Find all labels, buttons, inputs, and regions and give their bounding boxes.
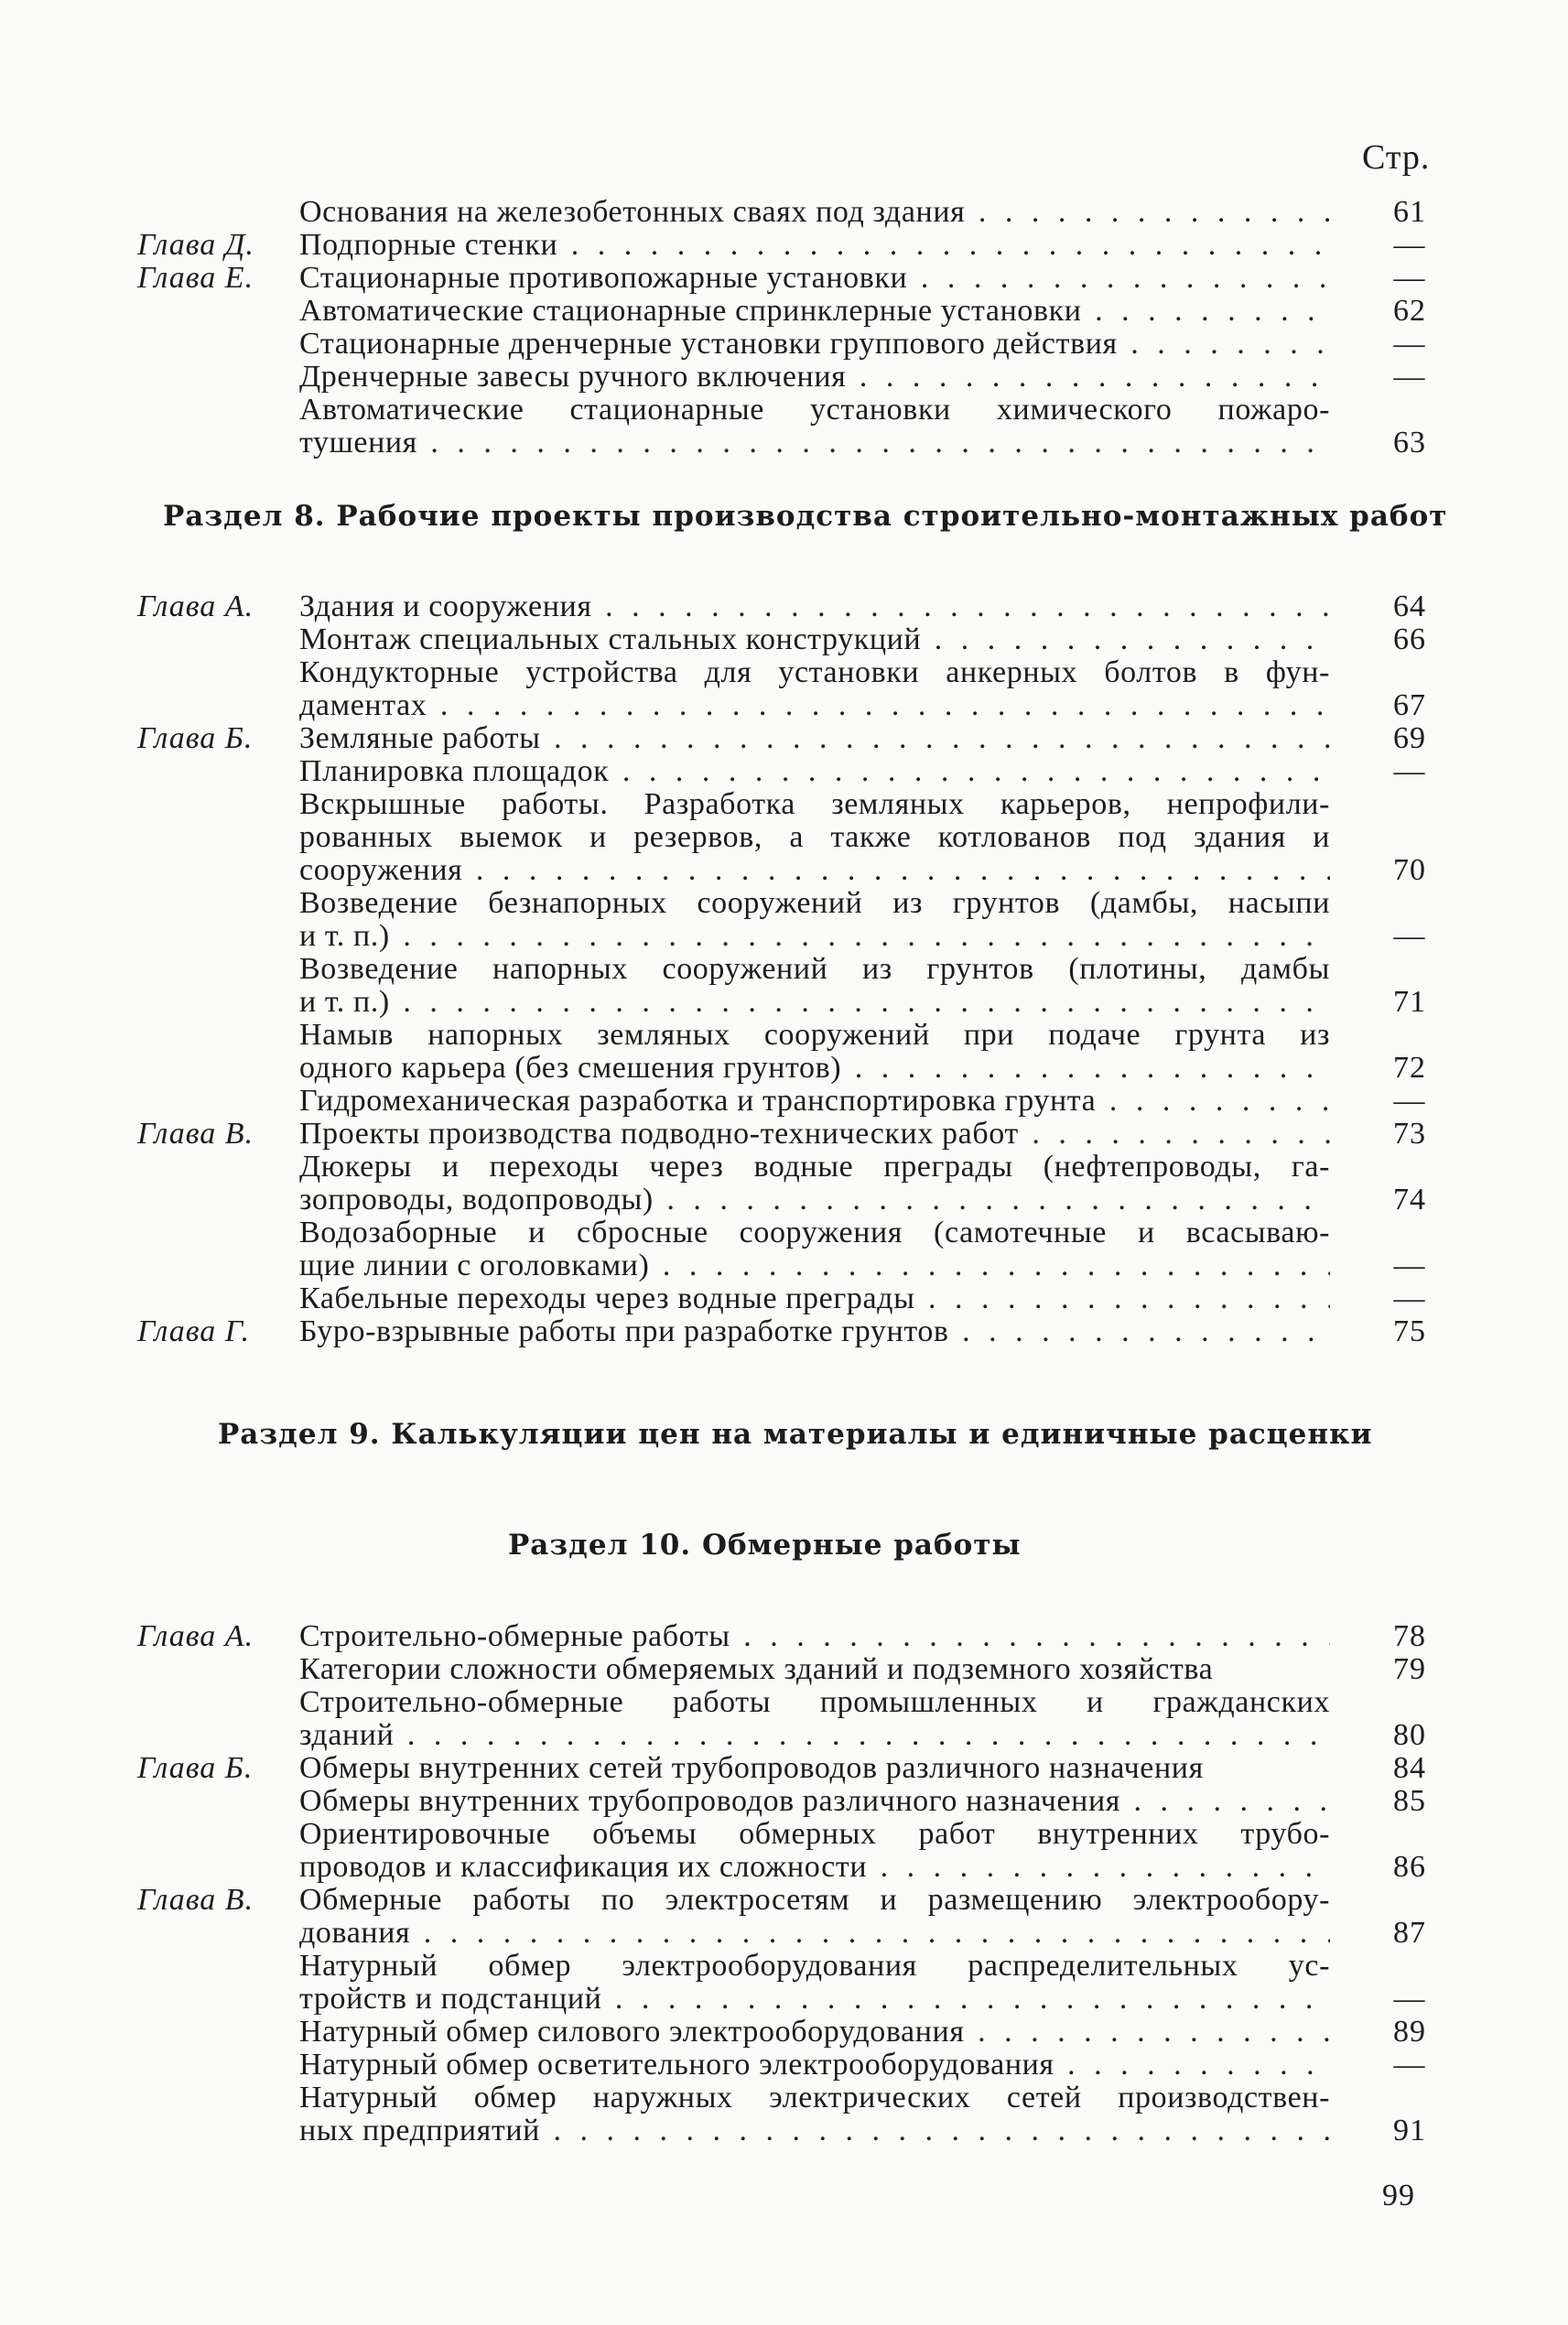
page-ref: 61 [1393, 195, 1426, 229]
toc-entry [0, 1950, 1568, 1983]
entry-text: Строительно-обмерные работы промышленных и гражданских [299, 1686, 1330, 1719]
toc-entry [0, 1983, 1568, 2016]
page-ref: 86 [1393, 1850, 1426, 1884]
toc-entry [0, 1620, 1568, 1653]
entry-text: и т. п.) . . . [299, 986, 1330, 1019]
entry-text: Автоматические стационарные установки химического пожаро- [299, 394, 1330, 427]
chapter-label: Глава Г. [137, 1314, 251, 1348]
page-ref: 85 [1393, 1784, 1426, 1818]
page-ref: 71 [1393, 985, 1426, 1019]
entry-text: Вскрышные работы. Разработка земляных карьеров, непрофили- [299, 788, 1330, 821]
page-ref: — [1393, 1281, 1426, 1315]
page-ref: — [1393, 1982, 1426, 2016]
toc-entry [0, 1884, 1568, 1917]
entry-text: Категории сложности обмеряемых зданий и подземного хозяйства [299, 1653, 1214, 1686]
entry-text: Натурный обмер электрооборудования распределительных ус- [299, 1950, 1330, 1983]
entry-text: Кабельные переходы через водные преграды . . . [299, 1282, 1330, 1315]
page-column-header: Стр. [1362, 138, 1431, 177]
section-8-title: Раздел 8. Рабочие проекты производства строительно-монтажных работ [163, 500, 1448, 533]
entry-text: зданий . . . [299, 1719, 1330, 1752]
entry-text: Возведение безнапорных сооружений из грунтов (дамбы, насыпи [299, 887, 1330, 920]
toc-entry [0, 2049, 1568, 2082]
page-ref: — [1393, 754, 1426, 788]
entry-text: Стационарные дренчерные установки группового действия . . . [299, 328, 1330, 361]
entry-text: Основания на железобетонных сваях под здания . . . [299, 196, 1330, 229]
page-ref: 64 [1393, 589, 1426, 623]
toc-entry [0, 1085, 1568, 1118]
toc-entry [0, 1917, 1568, 1950]
chapter-label: Глава Е. [137, 261, 254, 295]
toc-entry [0, 1315, 1568, 1348]
toc-entry [0, 656, 1568, 689]
toc-block-3 [0, 1620, 1568, 2147]
chapter-label: Глава Б. [137, 721, 254, 755]
page-ref: — [1393, 228, 1426, 262]
toc-entry [0, 590, 1568, 623]
toc-entry [0, 920, 1568, 953]
entry-text: Натурный обмер силового электрооборудования . . . [299, 2016, 1330, 2049]
entry-text: дования . . . [299, 1917, 1330, 1950]
entry-text: рованных выемок и резервов, а также котлованов под здания и [299, 821, 1330, 854]
toc-entry [0, 427, 1568, 460]
toc-entry [0, 689, 1568, 722]
chapter-label: Глава Д. [137, 228, 254, 262]
toc-entry [0, 1282, 1568, 1315]
toc-entry [0, 394, 1568, 427]
page-ref: 73 [1393, 1117, 1426, 1151]
entry-text: тройств и подстанций . . . [299, 1983, 1330, 2016]
toc-entry [0, 196, 1568, 229]
page-ref: 84 [1393, 1751, 1426, 1785]
entry-text: зопроводы, водопроводы) . . . [299, 1184, 1330, 1217]
toc-entry [0, 2114, 1568, 2147]
page-ref: — [1393, 919, 1426, 953]
page-ref: 89 [1393, 2015, 1426, 2049]
entry-text: Намыв напорных земляных сооружений при подаче грунта из [299, 1019, 1330, 1052]
entry-text: ных предприятий . . . [299, 2114, 1330, 2147]
entry-text: Обмерные работы по электросетям и размещению электрообору- [299, 1884, 1330, 1917]
page-ref: — [1393, 360, 1426, 394]
page-ref: 67 [1393, 688, 1426, 722]
entry-text: Монтаж специальных стальных конструкций . . . [299, 623, 1330, 656]
page-ref: — [1393, 1249, 1426, 1282]
entry-text: Дюкеры и переходы через водные преграды (нефтепроводы, га- [299, 1151, 1330, 1184]
entry-text: Строительно-обмерные работы . . . [299, 1620, 1330, 1653]
toc-entry [0, 2082, 1568, 2114]
entry-text: Дренчерные завесы ручного включения . . . [299, 361, 1330, 394]
entry-text: и т. п.) . . . [299, 920, 1330, 953]
page-ref: 91 [1393, 2114, 1426, 2147]
entry-text: Проекты производства подводно-технических работ . . . [299, 1118, 1330, 1151]
entry-text: Натурный обмер осветительного электрооборудования . . . [299, 2049, 1330, 2082]
entry-text: Возведение напорных сооружений из грунтов (плотины, дамбы [299, 953, 1330, 986]
toc-entry [0, 1184, 1568, 1217]
toc-entry [0, 755, 1568, 788]
toc-entry [0, 1217, 1568, 1249]
entry-text: Стационарные противопожарные установки . . . [299, 262, 1330, 295]
toc-entry [0, 623, 1568, 656]
toc-entry [0, 854, 1568, 887]
entry-text: Кондукторные устройства для установки анкерных болтов в фун- [299, 656, 1330, 689]
page-ref: 70 [1393, 853, 1426, 887]
toc-block-2 [0, 590, 1568, 1348]
page-ref: 78 [1393, 1619, 1426, 1653]
toc-entry [0, 953, 1568, 986]
page-number: 99 [1382, 2179, 1415, 2212]
entry-text: проводов и классификация их сложности . . . [299, 1851, 1330, 1884]
toc-entry [0, 361, 1568, 394]
toc-entry [0, 1719, 1568, 1752]
toc-entry [0, 1151, 1568, 1184]
toc-entry [0, 1686, 1568, 1719]
toc-entry [0, 1052, 1568, 1085]
toc-entry [0, 1851, 1568, 1884]
entry-text: тушения . . . [299, 427, 1330, 460]
toc-entry [0, 1785, 1568, 1818]
entry-text: Водозаборные и сбросные сооружения (самотечные и всасываю- [299, 1217, 1330, 1249]
chapter-label: Глава А. [137, 589, 254, 623]
toc-entry [0, 1818, 1568, 1851]
entry-text: Автоматические стационарные спринклерные установки . . . [299, 295, 1330, 328]
entry-text: даментах . . . [299, 689, 1330, 722]
entry-text: Планировка площадок . . . [299, 755, 1330, 788]
entry-text: одного карьера (без смешения грунтов) . . . [299, 1052, 1330, 1085]
entry-text: Подпорные стенки . . . [299, 229, 1330, 262]
entry-text: Обмеры внутренних сетей трубопроводов различного назначения [299, 1752, 1204, 1785]
page-ref: — [1393, 261, 1426, 295]
page-ref: 75 [1393, 1314, 1426, 1348]
toc-entry [0, 1118, 1568, 1151]
entry-text: Земляные работы . . . [299, 722, 1330, 755]
toc-entry [0, 722, 1568, 755]
chapter-label: Глава Б. [137, 1751, 254, 1785]
page-ref: 72 [1393, 1051, 1426, 1085]
toc-entry [0, 821, 1568, 854]
toc-entry [0, 986, 1568, 1019]
page-ref: 74 [1393, 1183, 1426, 1217]
toc-entry [0, 1019, 1568, 1052]
toc-entry [0, 262, 1568, 295]
toc-entry [0, 1752, 1568, 1785]
page-ref: 62 [1393, 294, 1426, 328]
page-ref: — [1393, 327, 1426, 361]
chapter-label: Глава В. [137, 1883, 254, 1917]
toc-entry [0, 1249, 1568, 1282]
toc-entry [0, 887, 1568, 920]
toc-entry [0, 788, 1568, 821]
toc-entry [0, 2016, 1568, 2049]
page-ref: 69 [1393, 721, 1426, 755]
toc-entry [0, 295, 1568, 328]
chapter-label: Глава В. [137, 1117, 254, 1151]
entry-text: Ориентировочные объемы обмерных работ внутренних трубо- [299, 1818, 1330, 1851]
toc-entry [0, 328, 1568, 361]
page-ref: 80 [1393, 1718, 1426, 1752]
page-ref: 66 [1393, 622, 1426, 656]
chapter-label: Глава А. [137, 1619, 254, 1653]
page-ref: 79 [1393, 1652, 1426, 1686]
section-9-title: Раздел 9. Калькуляции цен на материалы и единичные расценки [218, 1418, 1373, 1451]
entry-text: Натурный обмер наружных электрических сетей производствен- [299, 2082, 1330, 2114]
entry-text: щие линии с оголовками) . . . [299, 1249, 1330, 1282]
entry-text: Здания и сооружения . . . [299, 590, 1330, 623]
section-10-title: Раздел 10. Обмерные работы [508, 1529, 1022, 1562]
entry-text: сооружения . . . [299, 854, 1330, 887]
page-ref: 63 [1393, 426, 1426, 460]
entry-text: Обмеры внутренних трубопроводов различного назначения . . . [299, 1785, 1330, 1818]
page-ref: — [1393, 1084, 1426, 1118]
entry-text: Гидромеханическая разработка и транспортировка грунта . . . [299, 1085, 1330, 1118]
page-ref: 87 [1393, 1916, 1426, 1950]
toc-block-1 [0, 196, 1568, 460]
toc-entry [0, 229, 1568, 262]
toc-entry [0, 1653, 1568, 1686]
page-ref: — [1393, 2048, 1426, 2082]
entry-text: Буро-взрывные работы при разработке грунтов . . . [299, 1315, 1330, 1348]
